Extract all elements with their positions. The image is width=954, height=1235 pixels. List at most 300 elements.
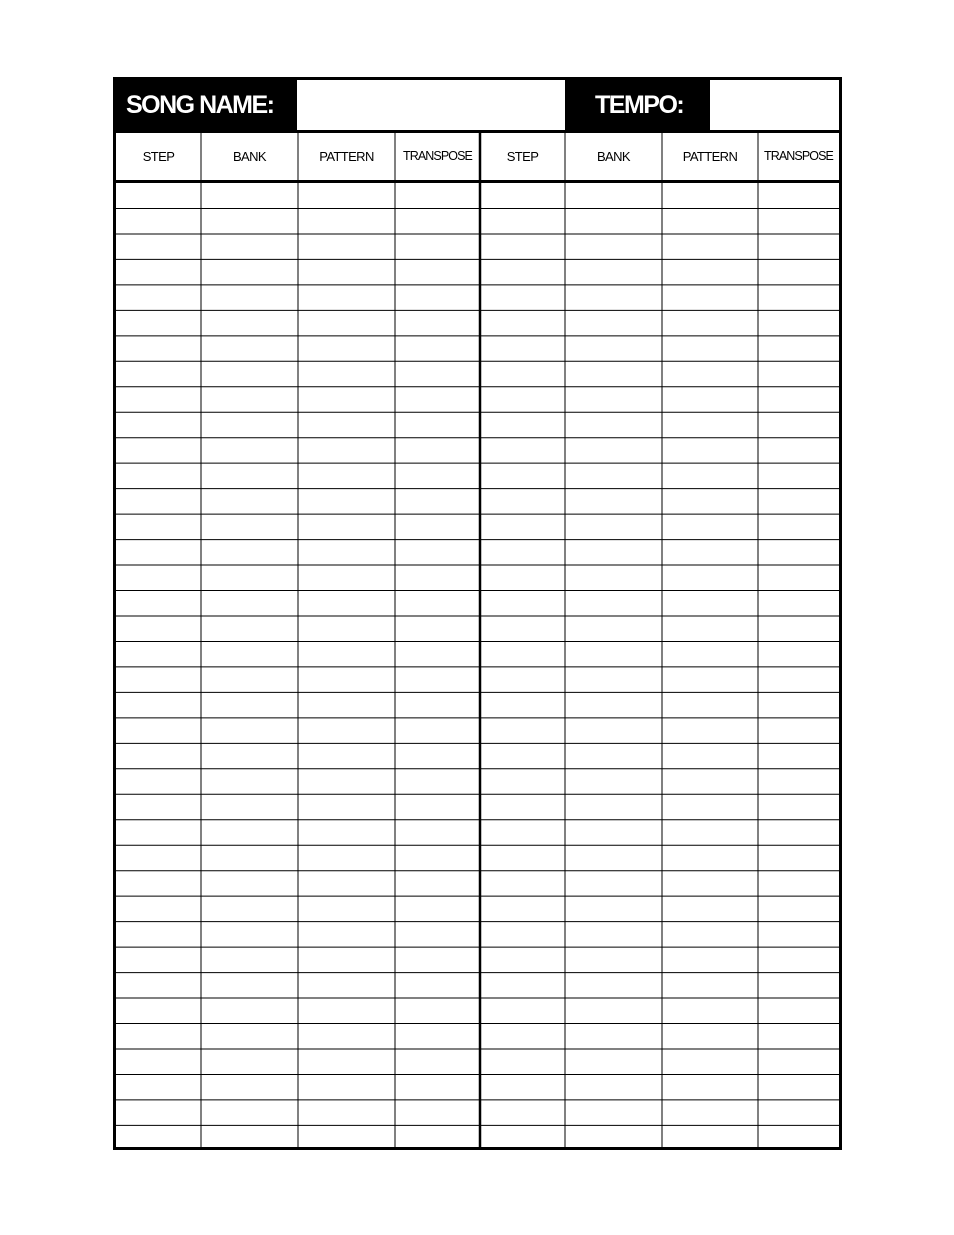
cell-pattern[interactable] [662,1024,758,1049]
cell-bank[interactable] [201,794,298,819]
cell-step[interactable] [480,514,565,539]
cell-transpose[interactable] [758,743,839,768]
cell-bank[interactable] [565,922,662,947]
cell-bank[interactable] [565,845,662,870]
cell-bank[interactable] [201,387,298,412]
cell-bank[interactable] [201,1100,298,1125]
cell-transpose[interactable] [758,820,839,845]
cell-transpose[interactable] [758,1049,839,1074]
cell-bank[interactable] [565,361,662,386]
cell-bank[interactable] [201,845,298,870]
cell-transpose[interactable] [758,769,839,794]
cell-transpose[interactable] [395,208,480,233]
cell-step[interactable] [480,489,565,514]
cell-pattern[interactable] [298,769,395,794]
cell-transpose[interactable] [395,692,480,717]
cell-bank[interactable] [201,514,298,539]
cell-transpose[interactable] [758,973,839,998]
cell-pattern[interactable] [662,947,758,972]
cell-transpose[interactable] [758,1125,839,1150]
cell-transpose[interactable] [395,234,480,259]
cell-transpose[interactable] [395,387,480,412]
cell-bank[interactable] [201,310,298,335]
cell-bank[interactable] [201,820,298,845]
cell-transpose[interactable] [758,259,839,284]
cell-pattern[interactable] [298,1100,395,1125]
cell-step[interactable] [116,1100,201,1125]
cell-bank[interactable] [565,871,662,896]
cell-transpose[interactable] [758,310,839,335]
cell-bank[interactable] [201,565,298,590]
cell-pattern[interactable] [298,336,395,361]
cell-bank[interactable] [201,871,298,896]
cell-pattern[interactable] [662,208,758,233]
cell-pattern[interactable] [662,540,758,565]
cell-pattern[interactable] [662,1074,758,1099]
cell-transpose[interactable] [395,310,480,335]
cell-pattern[interactable] [662,692,758,717]
cell-step[interactable] [480,820,565,845]
cell-step[interactable] [480,1024,565,1049]
cell-transpose[interactable] [395,591,480,616]
cell-pattern[interactable] [298,718,395,743]
cell-bank[interactable] [565,310,662,335]
cell-bank[interactable] [565,1100,662,1125]
cell-step[interactable] [480,285,565,310]
cell-pattern[interactable] [662,285,758,310]
cell-step[interactable] [480,463,565,488]
cell-bank[interactable] [201,208,298,233]
cell-step[interactable] [116,489,201,514]
cell-transpose[interactable] [758,591,839,616]
cell-bank[interactable] [565,1125,662,1150]
cell-transpose[interactable] [395,1074,480,1099]
cell-bank[interactable] [201,1074,298,1099]
cell-pattern[interactable] [298,489,395,514]
cell-transpose[interactable] [395,540,480,565]
cell-pattern[interactable] [662,743,758,768]
cell-step[interactable] [116,285,201,310]
cell-step[interactable] [480,336,565,361]
cell-transpose[interactable] [395,412,480,437]
cell-step[interactable] [116,183,201,208]
cell-step[interactable] [116,794,201,819]
cell-pattern[interactable] [298,667,395,692]
cell-step[interactable] [116,718,201,743]
cell-pattern[interactable] [298,310,395,335]
cell-transpose[interactable] [758,871,839,896]
cell-step[interactable] [116,463,201,488]
cell-transpose[interactable] [395,820,480,845]
cell-bank[interactable] [201,947,298,972]
cell-bank[interactable] [201,285,298,310]
cell-bank[interactable] [201,718,298,743]
cell-bank[interactable] [201,1125,298,1150]
cell-pattern[interactable] [298,616,395,641]
cell-bank[interactable] [565,794,662,819]
cell-pattern[interactable] [662,616,758,641]
cell-step[interactable] [480,1100,565,1125]
cell-bank[interactable] [565,1049,662,1074]
cell-bank[interactable] [565,973,662,998]
cell-pattern[interactable] [662,361,758,386]
cell-pattern[interactable] [298,540,395,565]
cell-pattern[interactable] [298,183,395,208]
cell-bank[interactable] [565,1074,662,1099]
cell-step[interactable] [480,871,565,896]
cell-bank[interactable] [565,641,662,666]
cell-bank[interactable] [565,769,662,794]
cell-transpose[interactable] [758,616,839,641]
cell-pattern[interactable] [662,718,758,743]
cell-bank[interactable] [565,463,662,488]
cell-transpose[interactable] [395,667,480,692]
cell-pattern[interactable] [298,1049,395,1074]
cell-step[interactable] [116,947,201,972]
cell-bank[interactable] [565,489,662,514]
cell-step[interactable] [116,616,201,641]
cell-transpose[interactable] [758,285,839,310]
cell-step[interactable] [480,641,565,666]
cell-pattern[interactable] [662,896,758,921]
cell-step[interactable] [480,412,565,437]
cell-step[interactable] [116,1024,201,1049]
cell-step[interactable] [480,896,565,921]
cell-transpose[interactable] [758,692,839,717]
cell-step[interactable] [480,743,565,768]
cell-pattern[interactable] [662,259,758,284]
cell-pattern[interactable] [662,845,758,870]
cell-bank[interactable] [565,692,662,717]
cell-pattern[interactable] [298,1125,395,1150]
cell-transpose[interactable] [758,361,839,386]
cell-step[interactable] [116,820,201,845]
cell-step[interactable] [116,871,201,896]
cell-bank[interactable] [201,1049,298,1074]
cell-transpose[interactable] [395,794,480,819]
cell-step[interactable] [116,692,201,717]
cell-pattern[interactable] [298,463,395,488]
cell-pattern[interactable] [298,438,395,463]
cell-pattern[interactable] [298,1024,395,1049]
cell-bank[interactable] [201,1024,298,1049]
cell-pattern[interactable] [298,692,395,717]
cell-pattern[interactable] [662,591,758,616]
cell-transpose[interactable] [758,794,839,819]
cell-transpose[interactable] [758,922,839,947]
cell-bank[interactable] [201,896,298,921]
cell-transpose[interactable] [395,1100,480,1125]
cell-bank[interactable] [565,820,662,845]
cell-pattern[interactable] [298,361,395,386]
cell-transpose[interactable] [395,259,480,284]
cell-step[interactable] [480,692,565,717]
cell-pattern[interactable] [298,973,395,998]
cell-pattern[interactable] [662,310,758,335]
cell-step[interactable] [480,922,565,947]
cell-step[interactable] [116,667,201,692]
cell-pattern[interactable] [298,514,395,539]
cell-bank[interactable] [201,259,298,284]
cell-bank[interactable] [565,540,662,565]
cell-step[interactable] [480,540,565,565]
cell-bank[interactable] [565,718,662,743]
cell-pattern[interactable] [298,387,395,412]
cell-step[interactable] [480,794,565,819]
cell-transpose[interactable] [758,1100,839,1125]
cell-transpose[interactable] [395,616,480,641]
cell-step[interactable] [480,667,565,692]
cell-bank[interactable] [201,667,298,692]
cell-step[interactable] [480,387,565,412]
cell-bank[interactable] [201,973,298,998]
cell-bank[interactable] [201,616,298,641]
cell-pattern[interactable] [298,820,395,845]
cell-bank[interactable] [565,591,662,616]
cell-step[interactable] [480,565,565,590]
cell-transpose[interactable] [758,336,839,361]
cell-pattern[interactable] [298,285,395,310]
cell-step[interactable] [116,743,201,768]
cell-pattern[interactable] [298,998,395,1023]
cell-pattern[interactable] [662,1100,758,1125]
cell-pattern[interactable] [662,1049,758,1074]
cell-step[interactable] [116,259,201,284]
cell-step[interactable] [480,998,565,1023]
cell-step[interactable] [116,1049,201,1074]
cell-bank[interactable] [201,998,298,1023]
cell-step[interactable] [480,591,565,616]
cell-bank[interactable] [565,947,662,972]
cell-transpose[interactable] [758,489,839,514]
cell-step[interactable] [480,1074,565,1099]
cell-step[interactable] [116,998,201,1023]
cell-pattern[interactable] [662,769,758,794]
cell-bank[interactable] [565,998,662,1023]
cell-transpose[interactable] [758,463,839,488]
cell-bank[interactable] [201,769,298,794]
cell-pattern[interactable] [662,794,758,819]
cell-transpose[interactable] [758,387,839,412]
cell-pattern[interactable] [662,336,758,361]
cell-transpose[interactable] [758,438,839,463]
cell-bank[interactable] [201,489,298,514]
cell-transpose[interactable] [758,667,839,692]
cell-transpose[interactable] [395,641,480,666]
cell-pattern[interactable] [298,794,395,819]
cell-pattern[interactable] [298,591,395,616]
cell-step[interactable] [116,412,201,437]
cell-transpose[interactable] [395,845,480,870]
cell-step[interactable] [480,310,565,335]
cell-transpose[interactable] [758,540,839,565]
cell-bank[interactable] [565,183,662,208]
cell-bank[interactable] [565,285,662,310]
cell-bank[interactable] [565,234,662,259]
cell-transpose[interactable] [758,514,839,539]
cell-bank[interactable] [565,743,662,768]
cell-step[interactable] [480,1125,565,1150]
cell-step[interactable] [116,1074,201,1099]
cell-transpose[interactable] [395,947,480,972]
cell-transpose[interactable] [395,1024,480,1049]
cell-pattern[interactable] [662,973,758,998]
cell-transpose[interactable] [395,718,480,743]
cell-transpose[interactable] [758,234,839,259]
cell-step[interactable] [116,514,201,539]
cell-step[interactable] [116,591,201,616]
cell-step[interactable] [116,310,201,335]
cell-pattern[interactable] [662,463,758,488]
cell-pattern[interactable] [298,565,395,590]
cell-bank[interactable] [565,896,662,921]
cell-step[interactable] [116,896,201,921]
cell-bank[interactable] [565,259,662,284]
cell-pattern[interactable] [662,234,758,259]
cell-bank[interactable] [201,361,298,386]
cell-bank[interactable] [565,208,662,233]
cell-pattern[interactable] [662,1125,758,1150]
cell-transpose[interactable] [758,947,839,972]
cell-step[interactable] [480,769,565,794]
cell-step[interactable] [480,973,565,998]
cell-bank[interactable] [565,514,662,539]
cell-step[interactable] [116,973,201,998]
cell-transpose[interactable] [395,514,480,539]
cell-transpose[interactable] [395,183,480,208]
cell-pattern[interactable] [662,412,758,437]
cell-bank[interactable] [201,641,298,666]
cell-pattern[interactable] [662,438,758,463]
cell-pattern[interactable] [662,871,758,896]
cell-transpose[interactable] [395,973,480,998]
cell-bank[interactable] [565,565,662,590]
cell-step[interactable] [116,234,201,259]
cell-step[interactable] [116,922,201,947]
cell-pattern[interactable] [298,208,395,233]
cell-step[interactable] [116,565,201,590]
cell-bank[interactable] [201,234,298,259]
cell-pattern[interactable] [662,183,758,208]
cell-bank[interactable] [201,743,298,768]
cell-bank[interactable] [565,336,662,361]
cell-transpose[interactable] [758,896,839,921]
cell-pattern[interactable] [298,743,395,768]
cell-transpose[interactable] [395,489,480,514]
cell-transpose[interactable] [758,1024,839,1049]
cell-bank[interactable] [565,438,662,463]
cell-transpose[interactable] [395,463,480,488]
cell-bank[interactable] [201,438,298,463]
cell-pattern[interactable] [662,820,758,845]
cell-step[interactable] [116,540,201,565]
cell-step[interactable] [116,1125,201,1150]
cell-pattern[interactable] [662,387,758,412]
cell-bank[interactable] [201,692,298,717]
cell-step[interactable] [480,1049,565,1074]
cell-transpose[interactable] [395,438,480,463]
cell-step[interactable] [116,208,201,233]
cell-step[interactable] [116,769,201,794]
cell-bank[interactable] [565,412,662,437]
cell-transpose[interactable] [395,285,480,310]
cell-pattern[interactable] [662,489,758,514]
cell-transpose[interactable] [758,1074,839,1099]
cell-step[interactable] [116,387,201,412]
cell-pattern[interactable] [662,667,758,692]
cell-transpose[interactable] [395,361,480,386]
cell-pattern[interactable] [662,641,758,666]
cell-bank[interactable] [201,463,298,488]
cell-pattern[interactable] [298,234,395,259]
cell-pattern[interactable] [662,565,758,590]
cell-step[interactable] [480,616,565,641]
cell-step[interactable] [480,845,565,870]
cell-pattern[interactable] [662,514,758,539]
cell-pattern[interactable] [298,947,395,972]
cell-step[interactable] [116,438,201,463]
cell-pattern[interactable] [662,998,758,1023]
cell-pattern[interactable] [298,845,395,870]
cell-transpose[interactable] [758,412,839,437]
cell-bank[interactable] [565,1024,662,1049]
cell-bank[interactable] [201,183,298,208]
cell-transpose[interactable] [758,718,839,743]
cell-bank[interactable] [201,591,298,616]
cell-transpose[interactable] [395,565,480,590]
cell-pattern[interactable] [298,1074,395,1099]
cell-step[interactable] [480,361,565,386]
cell-transpose[interactable] [758,641,839,666]
cell-pattern[interactable] [298,641,395,666]
cell-step[interactable] [480,183,565,208]
cell-pattern[interactable] [298,412,395,437]
cell-bank[interactable] [201,412,298,437]
cell-pattern[interactable] [662,922,758,947]
cell-pattern[interactable] [298,259,395,284]
cell-transpose[interactable] [395,1049,480,1074]
cell-step[interactable] [116,641,201,666]
cell-pattern[interactable] [298,871,395,896]
cell-transpose[interactable] [395,1125,480,1150]
cell-step[interactable] [116,845,201,870]
cell-step[interactable] [480,438,565,463]
cell-transpose[interactable] [395,896,480,921]
cell-step[interactable] [480,259,565,284]
cell-step[interactable] [116,336,201,361]
cell-step[interactable] [480,234,565,259]
cell-step[interactable] [480,718,565,743]
cell-transpose[interactable] [758,998,839,1023]
cell-step[interactable] [116,361,201,386]
cell-transpose[interactable] [758,208,839,233]
cell-transpose[interactable] [395,998,480,1023]
cell-step[interactable] [480,208,565,233]
cell-transpose[interactable] [758,183,839,208]
cell-bank[interactable] [201,336,298,361]
cell-bank[interactable] [565,616,662,641]
cell-transpose[interactable] [758,845,839,870]
cell-transpose[interactable] [395,769,480,794]
cell-bank[interactable] [201,540,298,565]
cell-transpose[interactable] [395,743,480,768]
cell-bank[interactable] [565,667,662,692]
cell-pattern[interactable] [298,896,395,921]
cell-step[interactable] [480,947,565,972]
cell-transpose[interactable] [395,871,480,896]
cell-bank[interactable] [565,387,662,412]
cell-transpose[interactable] [395,922,480,947]
